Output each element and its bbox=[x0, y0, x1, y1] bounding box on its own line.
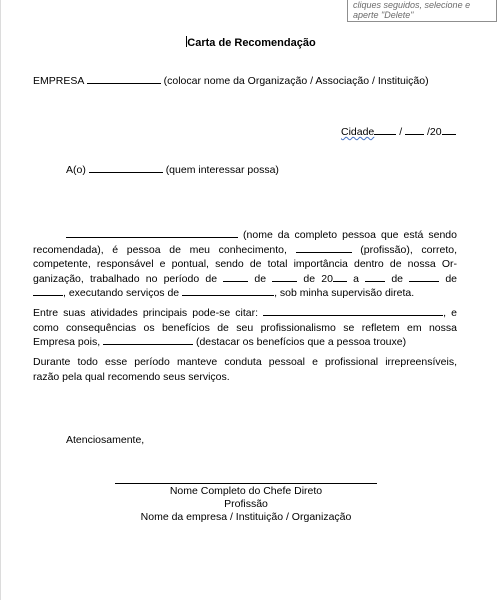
p2-line-3-text-a: Empresa pois, bbox=[33, 336, 101, 348]
p1-line-2 bbox=[33, 243, 457, 258]
company-line bbox=[33, 74, 429, 87]
end-year-blank[interactable] bbox=[33, 286, 63, 296]
date-separator-1: / bbox=[399, 126, 403, 138]
p1-line-2-text-b: (profissão), correto, bbox=[360, 243, 458, 256]
paragraph-activities bbox=[33, 306, 457, 350]
p1-line-1-text: (nome da completo pessoa que está sendo bbox=[243, 229, 457, 241]
p1-line-3: competente, responsável e pontual, sendo de total importância dentro de nossa Or- bbox=[33, 258, 457, 270]
signer-name: Nome Completo do Chefe Direto bbox=[169, 485, 323, 497]
company-instruction: (colocar nome da Organização / Associação / Instituição) bbox=[163, 75, 429, 87]
p3-line-1: Durante todo esse período manteve conduta pessoal e profissional irrepreensíveis, bbox=[33, 356, 457, 368]
start-month-blank[interactable] bbox=[272, 272, 297, 282]
addressee-instruction: (quem interessar possa) bbox=[165, 164, 279, 176]
p2-line-1-text-a: Entre suas atividades principais pode-se citar: bbox=[33, 307, 259, 319]
end-day-blank[interactable] bbox=[365, 272, 385, 282]
profession-blank[interactable] bbox=[296, 243, 352, 253]
p1-line-5-text-a: , executando serviços de bbox=[63, 287, 180, 299]
company-blank[interactable] bbox=[87, 74, 161, 84]
year-blank[interactable] bbox=[442, 125, 456, 135]
date-line bbox=[341, 125, 456, 138]
p3-line-2: razão pela qual recomendo seus serviços. bbox=[33, 370, 230, 383]
p2-line-3 bbox=[33, 335, 457, 350]
p1-line-5-text-b: , sob minha supervisão direta. bbox=[274, 287, 415, 299]
p2-line-1 bbox=[33, 306, 457, 321]
addressee-label: A(o) bbox=[66, 164, 86, 176]
signer-role: Profissão bbox=[224, 498, 268, 510]
end-month-blank[interactable] bbox=[409, 272, 439, 282]
date-separator-2: /20 bbox=[426, 126, 442, 138]
activities-blank[interactable] bbox=[263, 306, 443, 316]
p1-line-1 bbox=[33, 228, 457, 243]
p1-line-4-text-a: ganização, trabalhado no período de bbox=[33, 272, 218, 285]
services-blank[interactable] bbox=[182, 286, 274, 296]
start-year-blank[interactable] bbox=[333, 272, 347, 282]
city-label: Cidade bbox=[341, 126, 375, 138]
p2-line-3-text-b: (destacar os benefícios que a pessoa trouxe) bbox=[195, 336, 407, 348]
p1-line-4 bbox=[33, 272, 457, 287]
benefits-blank[interactable] bbox=[103, 335, 193, 345]
p2-line-2: como consequências os benefícios de seu profissionalismo se refletem em nossa bbox=[33, 321, 457, 334]
instruction-tooltip bbox=[347, 0, 497, 22]
signature-line bbox=[115, 483, 377, 484]
paragraph-conduct bbox=[33, 355, 457, 384]
paragraph-recommendation bbox=[33, 228, 457, 301]
p1-line-4-text-c: de 20 bbox=[303, 272, 333, 285]
p2-line-1-text-b: , e bbox=[443, 307, 457, 319]
p1-line-4-text-f: de bbox=[445, 272, 458, 285]
p1-line-5 bbox=[33, 286, 457, 301]
p1-line-4-text-d: a bbox=[353, 272, 359, 285]
addressee-blank[interactable] bbox=[89, 163, 163, 173]
title-text: Carta de Recomendação bbox=[187, 37, 316, 49]
p1-line-4-text-b: de bbox=[254, 272, 267, 285]
signer-organization: Nome da empresa / Instituição / Organização bbox=[140, 511, 352, 523]
company-label: EMPRESA bbox=[33, 75, 84, 87]
tooltip-line-2: aperte "Delete" bbox=[353, 10, 414, 20]
p1-line-2-text-a: recomendada), é pessoa de meu conhecimento, bbox=[33, 243, 287, 256]
start-day-blank[interactable] bbox=[223, 272, 248, 282]
p1-line-4-text-e: de bbox=[391, 272, 403, 285]
month-blank[interactable] bbox=[405, 125, 424, 135]
document-title bbox=[1, 36, 500, 49]
addressee-line bbox=[66, 163, 279, 176]
closing-text: Atenciosamente, bbox=[66, 434, 145, 446]
day-blank[interactable] bbox=[374, 125, 396, 135]
tooltip-line-1: cliques seguidos, selecione e bbox=[353, 0, 471, 10]
person-name-blank[interactable] bbox=[66, 228, 238, 238]
